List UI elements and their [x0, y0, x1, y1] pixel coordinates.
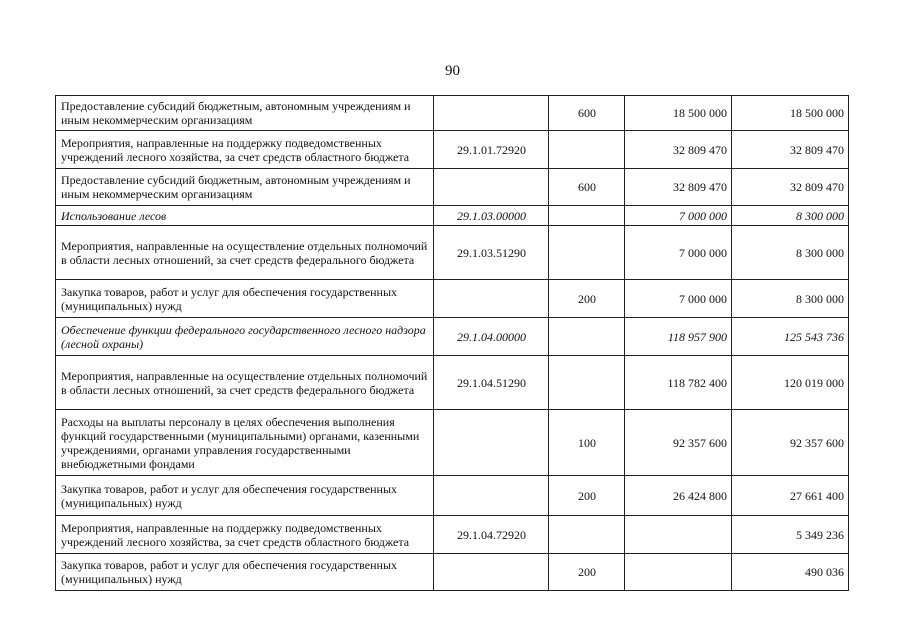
row-code-cell: 29.1.04.00000 [434, 318, 549, 356]
table-row [56, 410, 849, 476]
row-name-cell: Закупка товаров, работ и услуг для обеспечения государственных (муниципальных) нужд [56, 554, 434, 591]
row-amount-year1-cell: 118 957 900 [625, 318, 732, 356]
row-name-cell: Предоставление субсидий бюджетным, автономным учреждениям и иным некоммерческим организациям [56, 96, 434, 131]
row-amount-year2-cell: 8 300 000 [732, 206, 849, 226]
table-row [56, 226, 849, 280]
row-amount-year1-cell: 7 000 000 [625, 226, 732, 280]
row-code-cell [434, 280, 549, 318]
row-expense-type-cell: 200 [549, 554, 625, 591]
row-expense-type-cell [549, 516, 625, 554]
row-amount-year1-cell [625, 554, 732, 591]
budget-table-body [56, 96, 849, 591]
row-code-cell [434, 476, 549, 516]
row-amount-year2-cell: 32 809 470 [732, 169, 849, 206]
row-expense-type-cell: 100 [549, 410, 625, 476]
row-amount-year2-cell: 5 349 236 [732, 516, 849, 554]
row-amount-year2-cell: 8 300 000 [732, 280, 849, 318]
row-amount-year2-cell: 125 543 736 [732, 318, 849, 356]
row-code-cell [434, 169, 549, 206]
row-code-cell: 29.1.01.72920 [434, 131, 549, 169]
row-amount-year1-cell: 26 424 800 [625, 476, 732, 516]
row-amount-year2-cell: 92 357 600 [732, 410, 849, 476]
row-amount-year1-cell: 7 000 000 [625, 280, 732, 318]
row-expense-type-cell [549, 206, 625, 226]
row-expense-type-cell: 600 [549, 96, 625, 131]
budget-table [55, 95, 849, 591]
page-number: 90 [445, 63, 460, 79]
table-row [56, 554, 849, 591]
row-expense-type-cell [549, 318, 625, 356]
row-amount-year2-cell: 490 036 [732, 554, 849, 591]
row-name-cell: Закупка товаров, работ и услуг для обеспечения государственных (муниципальных) нужд [56, 476, 434, 516]
row-amount-year1-cell [625, 516, 732, 554]
row-amount-year2-cell: 120 019 000 [732, 356, 849, 410]
row-expense-type-cell: 600 [549, 169, 625, 206]
row-expense-type-cell [549, 356, 625, 410]
table-row [56, 318, 849, 356]
row-amount-year1-cell: 118 782 400 [625, 356, 732, 410]
row-amount-year2-cell: 27 661 400 [732, 476, 849, 516]
table-row [56, 356, 849, 410]
row-name-cell: Мероприятия, направленные на поддержку подведомственных учреждений лесного хозяйства, за счет средств областного бюджета [56, 131, 434, 169]
row-name-cell: Мероприятия, направленные на осуществление отдельных полномочий в области лесных отношений, за счет средств федерального бюджета [56, 356, 434, 410]
row-amount-year2-cell: 8 300 000 [732, 226, 849, 280]
row-amount-year2-cell: 32 809 470 [732, 131, 849, 169]
row-name-cell: Закупка товаров, работ и услуг для обеспечения государственных (муниципальных) нужд [56, 280, 434, 318]
row-name-cell: Мероприятия, направленные на осуществление отдельных полномочий в области лесных отношений, за счет средств федерального бюджета [56, 226, 434, 280]
row-amount-year1-cell: 32 809 470 [625, 169, 732, 206]
row-amount-year1-cell: 32 809 470 [625, 131, 732, 169]
row-expense-type-cell [549, 131, 625, 169]
row-amount-year1-cell: 92 357 600 [625, 410, 732, 476]
row-amount-year2-cell: 18 500 000 [732, 96, 849, 131]
row-code-cell [434, 410, 549, 476]
row-expense-type-cell: 200 [549, 476, 625, 516]
row-expense-type-cell [549, 226, 625, 280]
row-code-cell [434, 96, 549, 131]
row-code-cell: 29.1.04.51290 [434, 356, 549, 410]
row-name-cell: Обеспечение функции федерального государственного лесного надзора (лесной охраны) [56, 318, 434, 356]
row-code-cell: 29.1.03.00000 [434, 206, 549, 226]
table-row [56, 131, 849, 169]
row-name-cell: Расходы на выплаты персоналу в целях обеспечения выполнения функций государственными (муниципальными) органами, казенными учреждениями, органами управления государственными внебюджетными фондами [56, 410, 434, 476]
row-name-cell: Использование лесов [56, 206, 434, 226]
row-code-cell: 29.1.03.51290 [434, 226, 549, 280]
row-code-cell: 29.1.04.72920 [434, 516, 549, 554]
table-row [56, 206, 849, 226]
table-row [56, 280, 849, 318]
table-row [56, 96, 849, 131]
table-row [56, 476, 849, 516]
row-name-cell: Предоставление субсидий бюджетным, автономным учреждениям и иным некоммерческим организациям [56, 169, 434, 206]
table-row [56, 169, 849, 206]
row-expense-type-cell: 200 [549, 280, 625, 318]
table-row [56, 516, 849, 554]
row-amount-year1-cell: 18 500 000 [625, 96, 732, 131]
row-amount-year1-cell: 7 000 000 [625, 206, 732, 226]
row-name-cell: Мероприятия, направленные на поддержку подведомственных учреждений лесного хозяйства, за счет средств областного бюджета [56, 516, 434, 554]
row-code-cell [434, 554, 549, 591]
